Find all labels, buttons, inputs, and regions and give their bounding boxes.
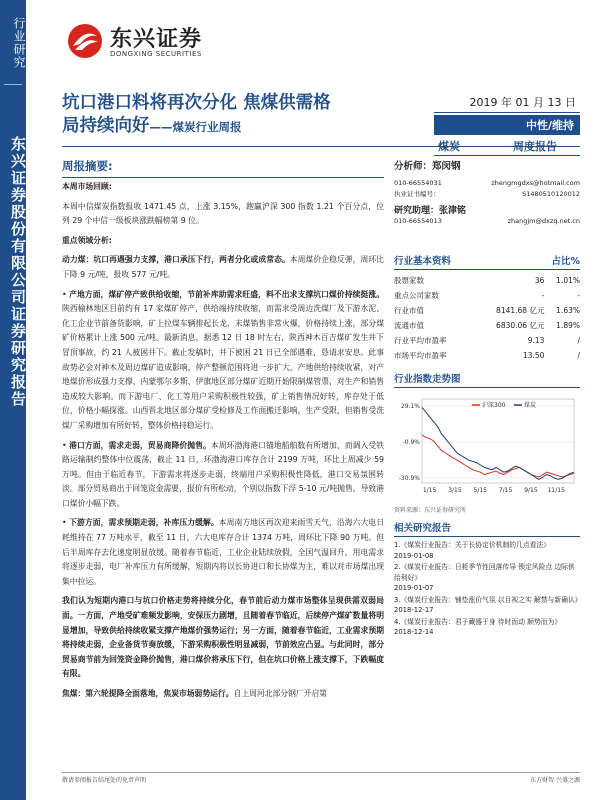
market-review-heading: 本周市场回顾: [62,182,112,191]
market-data-row [394,288,580,303]
company-vertical-label: 东兴证券股份有限公司证券研究报告 [9,136,27,408]
market-cell-k: 行业市值 [394,306,424,315]
related-reports-list [394,540,580,638]
port-lead: 港口方面，需求走弱，贸易商降价抛售。 [69,440,211,450]
assistant-name: 研究助理：张津铭 [394,206,467,216]
market-data-row [394,333,580,348]
related-report-date: 2019-01-08 [394,551,434,560]
x-tick-label: 7/15 [498,487,513,494]
key-areas-heading: 重点领域分析: [62,235,112,245]
x-tick-label: 5/15 [473,487,488,494]
analyst-email: zhengmgdxs@hotmail.com [491,179,580,187]
related-report-title[interactable]: 3.《煤炭行业报告：铺垫涨价气氛 以目视之实 解禁与新确认》 [394,595,582,604]
logo-mark-icon [66,22,104,60]
market-col-header: 占比% [551,256,580,267]
rating-badge: 中性/维持 [434,115,580,135]
analyst-name: 分析师：郑闵钢 [394,161,461,172]
sidebar-divider [4,84,22,85]
related-report-item[interactable] [394,562,580,594]
x-tick-label: 11/15 [547,487,565,494]
report-type-tag: 周度报告 [490,137,580,156]
legend-label: 沪深300 [482,402,506,409]
market-cell-k: 市场平均市盈率 [394,351,447,360]
downstream-lead: 下游方面，需求预期走弱，补库压力缓解。 [69,518,219,528]
market-data-heading: 行业基本资料 占比% [394,253,580,270]
analyst-cert-label: 执业证书编号： [394,190,440,198]
analyst-phone: 010-66554031 [394,179,442,187]
related-report-title[interactable]: 2.《煤炭行业报告：日耗季节性回落传导 锁定风险点 边际供给利好》 [394,563,575,582]
analyst-cert: S1480510120012 [522,190,580,198]
origin-text: 陕西榆林地区目前约有 17 家煤矿停产，供给端持续收缩，而需求受周边洗煤厂及下游水泥、化工企业节前备货影响，矿上拉煤车辆排起长龙，末煤销售非常火爆，价格持续上涨，部分煤矿价格累计上涨 500 元/吨。最新消息，据悉 12 日 18 时左右，陕西神木百吉煤矿发生井下冒顶事故，约 21 人被困井下。截止发稿时，井下被困 21 日已全部遇难，恳请求安息。此事故势必会对神木及周边煤矿造成影响，停产整顿范围将进一步扩大，产地供给持续收紧，对产地煤价形成强力支撑，内蒙鄂尔多斯、伊旗地区部分煤矿近期开始限制煤管票，对生产和销售造成较大影响。而下游电厂、化工等用户采购积极性较强，矿上销售情况好转，库存处于低位，价格小幅探涨。山西晋北地区部分煤矿受检修及工作面搬迁影响，生产受限，但销售受洗煤厂采购增加有所好转，整体价格持稳运行。 [62,304,384,430]
market-cell-v: 9.13 [527,336,545,345]
index-chart [394,391,580,503]
company-logo [66,20,256,66]
footer-slogan: 东方财智 兴盛之源 [530,777,580,784]
related-heading: 相关研究报告 [394,520,580,537]
port-text: 本周环渤海港口锚地船舶数有所增加，而调入受铁路运输制约整体中位震荡，截止 11 日，环渤海港口库存合计 2199 万吨，环比上周减少 59 万吨。但由于临近春节，下游需求将逐步走弱，终端用户采购积极性降低，港口交易氛围转淡。部分贸易商出于回笼资金需要，报价有所松动，个别以指数下浮 5-10 元/吨抛售，导致港口煤价小幅下跌。 [62,440,385,508]
outlook-text: 我们认为短期内港口与坑口价格走势将持续分化，春节前后动力煤市场整体呈现供需双弱局面。一方面，产地受矿难频发影响，安保压力剧增，且随着春节临近，后续停产煤矿数量将明显增加，导致供给持续收紧支撑产地煤价强势运行；另一方面，随着春节临近，工业需求预期将持续走弱，企业备货节奏放缓，下游采购积极性明显减弱，节前效应凸显。与此同时，部分贸易商节前为回笼资金降价抛售，港口煤价将承压下行，但在坑口价格上涨支撑下，下跌幅度有限。 [62,596,384,679]
chart-source: 资料来源：东兴证券研究所 [394,507,467,514]
related-report-item[interactable] [394,540,580,561]
related-report-date: 2019-01-07 [394,584,434,592]
market-data-table [394,273,580,363]
x-tick-label: 1/15 [422,487,437,494]
title-divider [62,146,580,147]
downstream-text: 本周南方地区再次迎来雨雪天气，沿海六大电日耗维持在 77 万吨水平，截至 11 日，六大电库存合计 1374 万吨，周环比下降 90 万吨。但后半周库存去化速度明显放缓。随着春节临近，工业企业陆续放假，全国气温回升，用电需求将逐步走弱，电厂补库压力有所缓解，短期内将以长协进口和长协煤为主，难以对市场煤出现集中拉运。 [62,518,385,586]
assistant-phone: 010-66554013 [394,217,442,225]
market-cell-k: 流通市值 [394,321,424,330]
market-data-row [394,318,580,333]
market-cell-v: 36 [534,276,545,285]
assistant-email: zhangjm@dxzq.net.cn [507,217,580,225]
market-cell-k: 股票家数 [394,276,424,285]
coking-coal-lead: 焦煤：第六轮提降全面落地，焦炭市场弱势运行。 [62,689,234,698]
series-line-hs300 [422,435,574,477]
left-sidebar [0,0,26,800]
market-cell-p: - [577,291,580,300]
related-report-title[interactable]: 4.《煤炭行业报告：君子藏器于身 待时而动 顺势而为》 [394,617,562,626]
market-review-text: 本周中信煤炭指数报收 1471.45 点，上涨 3.15%，跑赢沪深 300 指数 1.21 个百分点，位列 29 个中信一级板块涨跌幅榜第 9 位。 [62,201,384,226]
market-cell-v: 6830.06 亿元 [496,321,545,330]
market-data-row [394,348,580,363]
title-line-1: 坑口港口料将再次分化 焦煤供需格 [62,93,331,113]
x-tick-label: 3/15 [448,487,462,494]
category-label: 行业研究 [12,17,26,69]
summary-body: 本周市场回顾: 本周中信煤炭指数报收 1471.45 点，上涨 3.15%，跑赢沪深 300 指数 1.21 个百分点，位列 29 个中信一级板块涨跌幅榜第 9 位。 重点领域分析: 动力煤：坑口再遇强力支撑，港口承压下行，两者分化或成常态。本周煤价企稳反弹，周环比下降 9 元/吨，报收 577 元/吨。 • 产地方面，煤矿停产致供给收缩，节前补库助需求旺盛，料不出求支撑坑口煤价持续挺涨。陕西榆林地区目前约有 17 家煤矿停产，供给端持续收缩，而需求受周边洗煤厂及下游水泥、化工企业节前备货影响，矿上拉煤车辆排起长龙，末煤销售非常火爆，价格持续上涨，部分煤矿价格累计上涨 500 元/吨。最新消息，据悉 12 日 18 时左右，陕西神木百吉煤矿发生井下冒顶事故，约 21 人被困井下。截止发稿时，井下被困 21 日已全部遇难，恳请求安息。此事故势必会对神木及周边煤矿造成影响，停产整顿范围将进一步扩大，产地供给持续收紧，对产地煤价形成强力支撑，内蒙鄂尔多斯、伊旗地区部分煤矿近期开始限制煤管票，对生产和销售造成较大影响。而下游电厂、化工等用户采购积极性较强，矿上销售情况好转，库存处于低位，价格小幅探涨。山西晋北地区部分煤矿受检修及工作面搬迁影响，生产受限，但销售受洗煤厂采购增加有所好转，整体价格持稳运行。 • 港口方面，需求走弱，贸易商降价抛售。本周环渤海港口锚地船舶数有所增加，而调入受铁路运输制约整体中位震荡，截止 11 日，环渤海港口库存合计 2199 万吨，环比上周减少 59 万吨。但由于临近春节，下游需求将逐步走弱，终端用户采购积极性降低，港口交易氛围转淡。部分贸易商出于回笼资金需要，报价有所松动，个别以指数下浮 5-10 元/吨抛售，导致港口煤价小幅下跌。 • 下游方面，需求预期走弱，补库压力缓解。本周南方地区再次迎来雨雪天气，沿海六大电日耗维持在 77 万吨水平，截至 11 日，六大电库存合计 1374 万吨，周环比下降 90 万吨。但后半周库存去化速度明显放缓。随着春节临近，工业企业陆续放假，全国气温回升，用电需求将逐步走弱，电厂补库压力有所缓解，短期内将以长协进口和长协煤为主，难以对市场煤出现集中拉运。 我们认为短期内港口与坑口价格走势将持续分化，春节前后动力煤市场整体呈现供需双弱局面。一方面，产地受矿难频发影响，安保压力剧增，且随着春节临近，后续停产煤矿数量将明显增加，导致供给持续收紧支撑产地煤价强势运行；另一方面，随着春节临近，工业需求预期将持续走弱，企业备货节奏放缓，下游采购积极性明显减弱，节前效应凸显。与此同时，部分贸易商节前为回笼资金降价抛售，港口煤价将承压下行，但在坑口价格上涨支撑下，下跌幅度有限。 焦煤：第六轮提降全面落地，焦炭市场弱势运行。自上周河北部分钢厂开启第 [62,182,385,698]
y-tick-label: 29.1% [400,403,420,411]
title-line-2 [62,114,392,139]
chart-heading: 行业指数走势图 [394,371,580,388]
y-tick-label: -0.9% [402,439,420,447]
related-report-title[interactable]: 1.《煤炭行业报告：关于长协定价机制的几点看法》 [394,541,551,549]
report-date: 2019 年 01 月 13 日 [434,93,580,113]
market-cell-v: 13.50 [522,351,545,360]
market-data-row [394,273,580,288]
market-cell-p: 1.89% [556,321,580,330]
logo-cn-text: 东兴证券 [110,27,203,52]
plot-area [422,399,574,483]
x-tick-label: 9/15 [524,487,538,494]
industry-tag: 煤炭 [434,137,490,156]
report-title [62,92,392,139]
thermal-coal-text: 本周煤价企稳反弹，周环比下降 9 元/吨，报收 577 元/吨。 [62,255,384,279]
market-cell-k: 行业平均市盈率 [394,336,447,345]
right-column [394,158,580,639]
summary-heading: 周报摘要: [62,158,384,178]
market-cell-k: 重点公司家数 [394,291,439,300]
logo-en-text: DONGXING SECURITIES [110,50,202,58]
market-cell-p: 1.01% [556,276,580,285]
related-report-item[interactable] [394,595,580,616]
market-data-row [394,303,580,318]
y-tick-label: -30.9% [398,475,420,483]
title-line-2-main: 局持续向好 [62,116,150,136]
market-cell-p: / [577,351,580,360]
market-cell-v: - [541,291,545,300]
series-line-coal [422,407,574,479]
related-report-date: 2018-12-17 [394,606,434,614]
market-cell-p: / [577,336,580,345]
disclaimer-note: 敬请参阅报告结尾处的免责声明 [62,777,147,784]
title-subtitle: ——煤炭行业周报 [149,120,242,134]
thermal-coal-lead: 动力煤：坑口再遇强力支撑，港口承压下行，两者分化或成常态。 [62,255,290,265]
coking-coal-text: 自上周河北部分钢厂开启第 [233,689,328,698]
related-report-date: 2018-12-14 [394,628,434,636]
legend-label: 煤炭 [524,402,537,409]
market-cell-v: 8141.68 亿元 [496,306,545,315]
origin-lead: 产地方面，煤矿停产致供给收缩，节前补库助需求旺盛，料不出求支撑坑口煤价持续挺涨。 [69,289,384,299]
market-cell-p: 1.63% [556,306,580,315]
index-chart-svg [394,391,580,503]
related-report-item[interactable] [394,617,580,638]
page-footer [62,772,580,784]
